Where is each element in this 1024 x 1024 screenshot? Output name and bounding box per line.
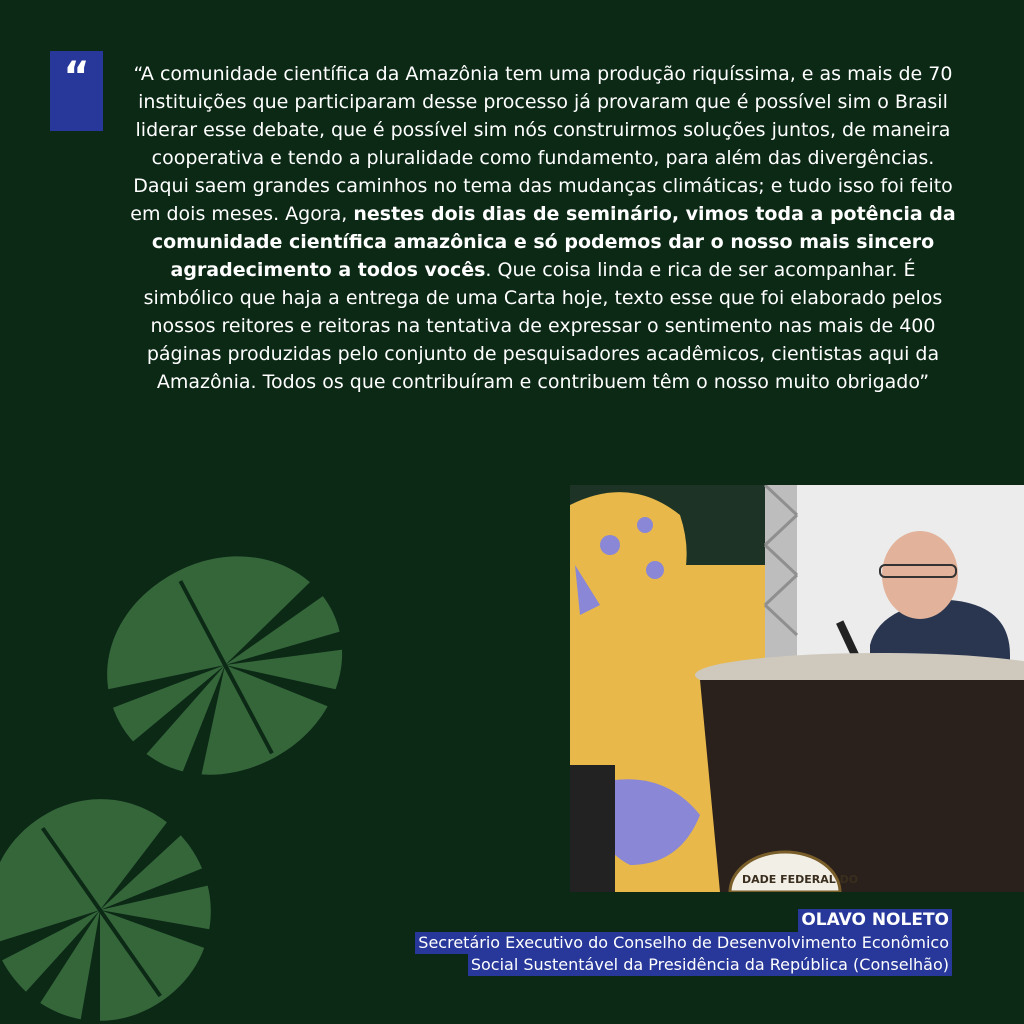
monstera-leaf-icon [95, 550, 355, 780]
quote-mark-box [50, 51, 103, 131]
speaker-name: OLAVO NOLETO [798, 909, 952, 932]
quote-text [128, 60, 958, 396]
monstera-leaf-icon [0, 790, 220, 1024]
quote-text-part2: . Que coisa linda e rica de ser acompanhar. É simbólico que haja a entrega de uma Carta hoje, texto esse que foi elaborado pelos nossos reitores e reitoras na tentativa de expressar o sentimento nas mais de 400 páginas produzidas pelo conjunto de pesquisadores acadêmicos, cientistas aqui da Amazônia. Todos os que contribuíram e contribuem têm o nosso muito obrigado” [143, 259, 943, 393]
speaker-photo [570, 485, 1024, 892]
speaker-photo-illustration [570, 485, 1024, 892]
speaker-role-line1: Secretário Executivo do Conselho de Desenvolvimento Econômico [415, 932, 952, 954]
speaker-caption [415, 909, 952, 976]
quote-mark-icon: “ [63, 54, 90, 100]
speaker-role-line2: Social Sustentável da Presidência da República (Conselhão) [468, 954, 952, 976]
quote-text-part1: “A comunidade científica da Amazônia tem uma produção riquíssima, e as mais de 70 instituições que participaram desse processo já provaram que é possível sim o Brasil liderar esse debate, que é possível sim nós construirmos soluções juntos, de maneira cooperativa e tendo a pluralidade como fundamento, para além das divergências. Daqui saem grandes caminhos no tema das mudanças climáticas; e tudo isso foi feito em dois meses. Agora, [130, 63, 953, 225]
podium-seal-text: DADE FEDERAL DO [742, 873, 859, 886]
quote-text-highlight: nestes dois dias de seminário, vimos toda a potência da comunidade científica amazônica e só podemos dar o nosso mais sincero agradecimento a todos vocês [151, 203, 956, 281]
